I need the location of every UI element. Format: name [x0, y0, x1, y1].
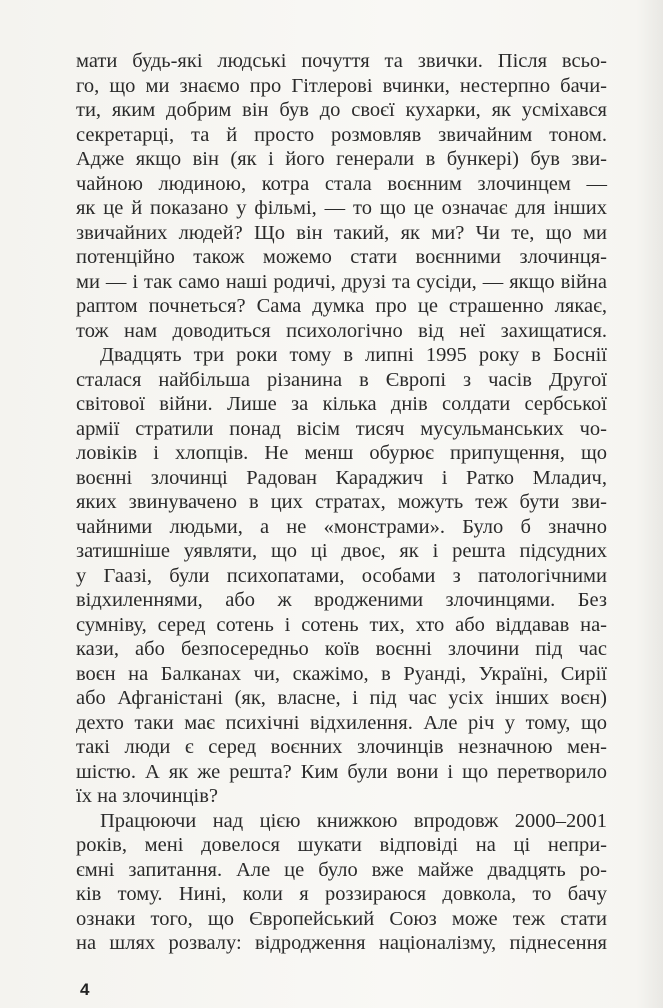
- text-line: світової війни. Лише за кілька днів солдати сербської: [76, 393, 607, 415]
- text-line: чайною людиною, котра стала воєнним злочинцем —: [76, 172, 607, 195]
- text-line: чайними людьми, а не «монстрами». Було б значно: [76, 515, 607, 538]
- text-line: потенційно також можемо стати воєнними злочинця-: [76, 246, 607, 268]
- text-line: сумніву, серед сотень і сотень тих, хто або віддавав на-: [76, 613, 607, 636]
- text-line: ти, яким добрим він був до своєї кухарки, як усміхався: [76, 99, 607, 121]
- text-line: звичайних людей? Що він такий, як ми? Чи те, що ми: [76, 221, 607, 244]
- text-line: мати будь-які людські почуття та звички. Після всьо-: [76, 50, 607, 72]
- text-line: раптом почнеться? Сама думка про це страшенно лякає,: [76, 295, 607, 317]
- text-line: го, що ми знаємо про Гітлерові вчинки, нестерпно бачи-: [76, 74, 607, 97]
- text-line: Працюючи над цією книжкою впродовж 2000–2001: [100, 809, 607, 832]
- text-line: яких звинувачено в цих стратах, можуть теж бути зви-: [76, 491, 607, 513]
- text-line: сталася найбільша різанина в Європі з часів Другої: [76, 368, 607, 391]
- text-line: на шлях розвалу: відродження націоналізму, піднесення: [76, 932, 607, 954]
- text-line: такі люди є серед воєнних злочинців незначною мен-: [76, 736, 607, 758]
- text-line: ків тому. Нині, коли я роззираюся довкола, то бачу: [76, 883, 607, 905]
- book-page-body: [76, 49, 607, 956]
- text-line: Двадцять три роки тому в липні 1995 року в Боснії: [100, 344, 607, 366]
- text-line: кази, або безпосередньо коїв воєнні злочини під час: [76, 638, 607, 660]
- text-line: Адже якщо він (як і його генерали в бункері) був зви-: [76, 148, 607, 170]
- page-number: 4: [80, 980, 90, 999]
- text-line: дехто таки має психічні відхилення. Але річ у тому, що: [76, 711, 607, 734]
- text-line: ємні запитання. Але це було вже майже двадцять ро-: [76, 858, 607, 881]
- text-line: секретарці, та й просто розмовляв звичайним тоном.: [76, 123, 607, 146]
- text-line: воєнні злочинці Радован Караджич і Ратко Младич,: [76, 466, 607, 489]
- text-line: ми — і так само наші родичі, друзі та сусіди, — якщо війна: [76, 270, 607, 293]
- text-line: армії стратили понад вісім тисяч мусульманських чо-: [76, 417, 607, 440]
- text-line: їх на злочинців?: [76, 785, 219, 807]
- text-line: як це й показано у фільмі, — то що це означає для інших: [76, 197, 607, 219]
- text-line: у Гаазі, були психопатами, особами з патологічними: [76, 564, 607, 587]
- text-line: воєн на Балканах чи, скажімо, в Руанді, Україні, Сирії: [76, 662, 607, 685]
- text-line: років, мені довелося шукати відповіді на ці непри-: [76, 834, 607, 856]
- text-line: ловіків і хлопців. Не менш обурює припущення, що: [76, 442, 607, 464]
- text-line: затишніше уявляти, що ці двоє, як і решта підсудних: [76, 540, 607, 562]
- text-line: відхиленнями, або ж вродженими злочинцями. Без: [76, 589, 607, 611]
- text-line: тож нам доводиться психологічно від неї захищатися.: [76, 319, 607, 342]
- text-line: або Афганістані (як, власне, і під час усіх інших воєн): [76, 687, 607, 709]
- text-line: ознаки того, що Європейський Союз може теж стати: [76, 907, 607, 930]
- text-line: шістю. А як же решта? Ким були вони і що перетворило: [76, 760, 607, 783]
